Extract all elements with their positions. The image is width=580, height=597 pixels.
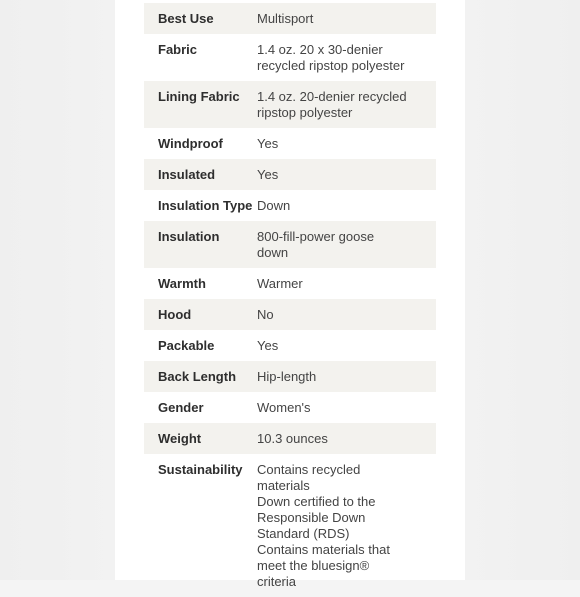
spec-value [257, 454, 436, 597]
spec-row [144, 81, 436, 128]
spec-value-line: Hip-length [257, 369, 317, 384]
spec-label: Lining Fabric [144, 81, 257, 128]
spec-label: Weight [144, 423, 257, 454]
spec-value [257, 268, 436, 299]
spec-value [257, 423, 436, 454]
spec-row [144, 299, 436, 330]
spec-value [257, 299, 436, 330]
spec-value [257, 3, 436, 34]
spec-row [144, 330, 436, 361]
spec-label: Packable [158, 338, 215, 353]
spec-value-line: down [257, 245, 289, 260]
spec-label: Back Length [144, 361, 257, 392]
spec-row [144, 268, 436, 299]
spec-row [144, 361, 436, 392]
spec-row [144, 34, 436, 81]
spec-value-line: 1.4 oz. 20 x 30-denier [257, 42, 383, 57]
spec-label: Sustainability [158, 462, 243, 477]
spec-value-line: 800-fill-power goose [257, 229, 375, 244]
spec-label: Best Use [144, 3, 257, 34]
spec-value [257, 330, 436, 361]
spec-row [144, 128, 436, 159]
spec-row [144, 392, 436, 423]
spec-value [257, 361, 436, 392]
spec-label: Hood [144, 299, 257, 330]
spec-value-line: 1.4 oz. 20-denier recycled [257, 89, 407, 104]
specs-table-body [144, 3, 436, 597]
spec-value-line: Multisport [257, 11, 314, 26]
spec-row [144, 454, 436, 597]
specs-table [144, 3, 436, 597]
spec-value-line: Down certified to the [257, 494, 376, 509]
spec-value-line: meet the bluesign® [257, 558, 370, 573]
spec-label: Gender [158, 400, 204, 415]
spec-value [257, 159, 436, 190]
spec-label: Insulated [144, 159, 257, 190]
spec-label: Insulation [144, 221, 257, 268]
spec-value-line: Responsible Down [257, 510, 366, 525]
spec-value [257, 81, 436, 128]
specs-panel [115, 0, 465, 589]
spec-value-line: Contains materials that [257, 542, 390, 557]
spec-value-line: No [257, 307, 274, 322]
spec-value [257, 392, 436, 423]
spec-value-line: Down [257, 198, 291, 213]
spec-value [257, 190, 436, 221]
spec-value-line: Yes [257, 167, 279, 182]
spec-value-line: 10.3 ounces [257, 431, 328, 446]
spec-row [144, 3, 436, 34]
spec-value [257, 34, 436, 81]
spec-value-line: Yes [257, 338, 279, 353]
spec-row [144, 159, 436, 190]
spec-value-line: Standard (RDS) [257, 526, 350, 541]
spec-label: Warmth [158, 276, 206, 291]
spec-value-line: Warmer [257, 276, 303, 291]
spec-value-line: Contains recycled [257, 462, 361, 477]
spec-value [257, 221, 436, 268]
spec-value-line: recycled ripstop polyester [257, 58, 405, 73]
spec-row [144, 423, 436, 454]
spec-label: Fabric [158, 42, 198, 57]
spec-value-line: Yes [257, 136, 279, 151]
spec-label: Windproof [158, 136, 223, 151]
spec-row [144, 190, 436, 221]
spec-label: Insulation Type [158, 198, 253, 213]
spec-value-line: materials [257, 478, 310, 493]
spec-value-line: Women's [257, 400, 311, 415]
spec-value-line: criteria [257, 574, 297, 589]
spec-value-line: ripstop polyester [257, 105, 353, 120]
spec-value [257, 128, 436, 159]
spec-row [144, 221, 436, 268]
